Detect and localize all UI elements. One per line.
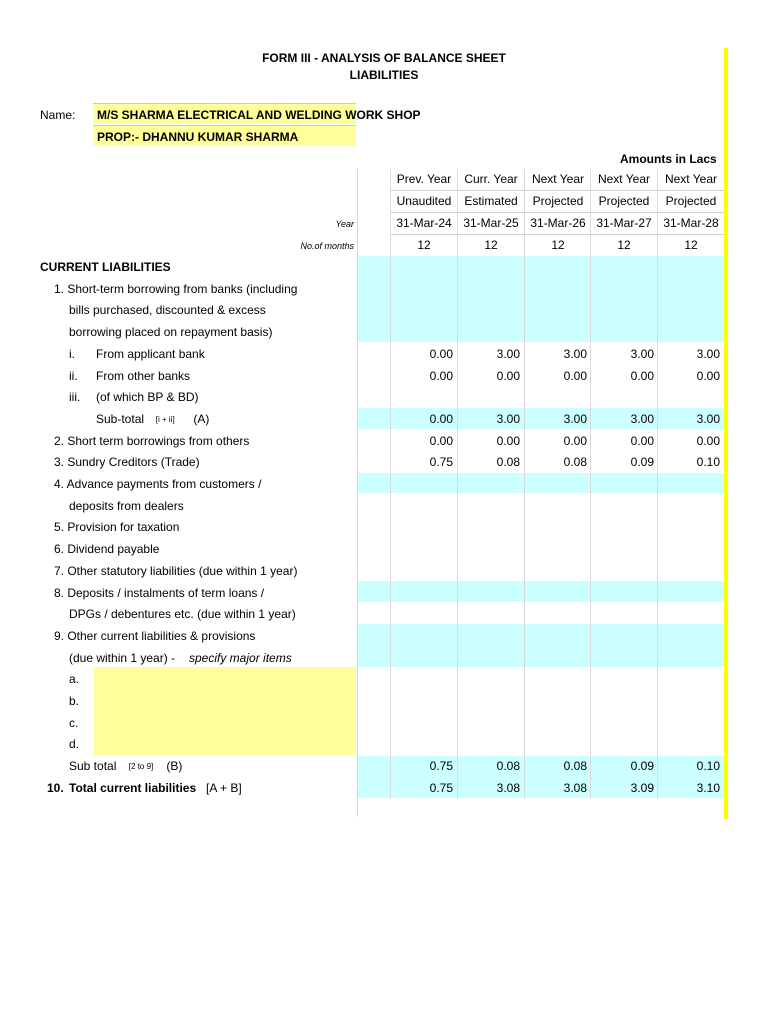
value-cell: 0.08	[563, 759, 587, 774]
value-cell: 0.00	[496, 433, 520, 448]
table-row	[0, 369, 724, 391]
value-cell: 0.00	[429, 346, 453, 361]
row-label: bills purchased, discounted & excess	[69, 303, 266, 318]
header-cell: Next Year	[590, 169, 657, 191]
row-label: 3. Sundry Creditors (Trade)	[54, 455, 200, 470]
business-name: M/S SHARMA ELECTRICAL AND WELDING WORK SHOP	[97, 108, 421, 122]
year-cell: 31-Mar-25	[457, 213, 524, 235]
table-row	[0, 434, 724, 456]
row-sublabel: From other banks	[96, 368, 191, 383]
row-label: 2. Short term borrowings from others	[54, 433, 250, 448]
months-cell: 12	[390, 235, 457, 257]
row-label: 10.	[47, 780, 64, 795]
table-row	[0, 455, 724, 477]
year-cell: 31-Mar-27	[590, 213, 657, 235]
row-label: 7. Other statutory liabilities (due within 1 year)	[54, 563, 298, 578]
header-cell: Unaudited	[390, 191, 457, 213]
table-row	[0, 759, 724, 781]
row-suffix: (B)	[166, 759, 183, 774]
row-label: 8. Deposits / instalments of term loans /	[54, 585, 265, 600]
row-label: borrowing placed on repayment basis)	[69, 325, 273, 340]
row-label: CURRENT LIABILITIES	[40, 260, 171, 274]
value-cell: 0.00	[563, 368, 587, 383]
row-label: (due within 1 year) -	[69, 650, 176, 665]
table-row	[0, 651, 724, 673]
row-label: a.	[69, 672, 80, 687]
year-cell: 31-Mar-28	[657, 213, 724, 235]
table-row	[0, 607, 724, 629]
value-cell: 3.08	[563, 780, 587, 795]
value-cell: 0.75	[429, 455, 453, 470]
value-cell: 0.00	[496, 368, 520, 383]
table-row	[0, 390, 724, 412]
value-cell: 0.08	[496, 455, 520, 470]
row-range-note: [2 to 9]	[128, 762, 154, 772]
table-row	[0, 412, 724, 434]
value-cell: 0.08	[563, 455, 587, 470]
row-label: deposits from dealers	[69, 498, 184, 513]
amounts-unit-label: Amounts in Lacs	[620, 152, 717, 166]
table-row	[0, 737, 724, 759]
value-cell: 0.00	[429, 433, 453, 448]
table-row	[0, 694, 724, 716]
name-label: Name:	[40, 108, 76, 122]
year-cell: 31-Mar-24	[390, 213, 457, 235]
row-sublabel: Total current liabilities	[69, 780, 197, 795]
row-label: 5. Provision for taxation	[54, 520, 180, 535]
value-cell: 0.00	[630, 433, 654, 448]
table-row	[0, 499, 724, 521]
value-cell: 0.00	[696, 433, 720, 448]
table-row	[0, 781, 724, 803]
value-cell: 3.10	[696, 780, 720, 795]
months-cell: 12	[524, 235, 591, 257]
header-cell: Curr. Year	[457, 169, 524, 191]
value-cell: 0.08	[496, 759, 520, 774]
value-cell: 0.10	[696, 759, 720, 774]
table-row	[0, 325, 724, 347]
table-row	[0, 303, 724, 325]
row-label: i.	[69, 346, 75, 361]
row-label: iii.	[69, 390, 81, 405]
value-cell: 3.00	[496, 346, 520, 361]
table-row	[0, 542, 724, 564]
header-cell: Projected	[524, 191, 591, 213]
value-cell: 3.00	[563, 346, 587, 361]
form-subtitle: LIABILITIES	[349, 68, 419, 82]
value-cell: 3.00	[696, 411, 720, 426]
row-label: 4. Advance payments from customers /	[54, 477, 262, 491]
row-label: Sub total	[69, 759, 117, 774]
table-row	[0, 586, 724, 608]
table-row	[0, 347, 724, 369]
value-cell: 0.00	[429, 411, 453, 426]
value-cell: 0.00	[696, 368, 720, 383]
row-range-note: [i + ii]	[155, 414, 175, 424]
row-label: DPGs / debentures etc. (due within 1 year)	[69, 607, 296, 622]
header-cell: Projected	[657, 191, 724, 213]
value-cell: 3.09	[630, 780, 654, 795]
months-cell: 12	[457, 235, 524, 257]
header-cell: Prev. Year	[390, 169, 457, 191]
proprietor-name: PROP:- DHANNU KUMAR SHARMA	[97, 130, 299, 144]
months-cell: 12	[657, 235, 724, 257]
row-suffix: [A + B]	[206, 780, 242, 795]
row-label: 9. Other current liabilities & provisions	[54, 628, 256, 643]
row-label: ii.	[69, 368, 78, 383]
value-cell: 0.09	[630, 759, 654, 774]
row-label: Sub-total	[96, 411, 145, 426]
value-cell: 3.08	[496, 780, 520, 795]
table-row	[0, 672, 724, 694]
row-label: 1. Short-term borrowing from banks (including	[54, 281, 298, 296]
row-sublabel: From applicant bank	[96, 346, 205, 361]
table-row	[0, 260, 724, 282]
form-title: FORM III - ANALYSIS OF BALANCE SHEET	[262, 51, 506, 65]
table-row	[0, 716, 724, 738]
value-cell: 0.75	[429, 759, 453, 774]
table-row	[0, 477, 724, 499]
value-cell: 3.00	[696, 346, 720, 361]
header-cell: Next Year	[657, 169, 724, 191]
value-cell: 3.00	[496, 411, 520, 426]
row-suffix: (A)	[193, 411, 210, 426]
value-cell: 3.00	[630, 411, 654, 426]
months-label: No.of months	[300, 241, 354, 251]
table-row	[0, 520, 724, 542]
months-cell: 12	[590, 235, 657, 257]
header-cell: Estimated	[457, 191, 524, 213]
value-cell: 3.00	[563, 411, 587, 426]
table-row	[0, 282, 724, 304]
row-label: 6. Dividend payable	[54, 542, 160, 557]
value-cell: 3.00	[630, 346, 654, 361]
row-note: specify major items	[189, 650, 292, 665]
value-cell: 0.09	[630, 455, 654, 470]
table-row	[0, 629, 724, 651]
row-label: d.	[69, 737, 80, 752]
value-cell: 0.10	[696, 455, 720, 470]
year-cell: 31-Mar-26	[524, 213, 591, 235]
value-cell: 0.75	[429, 780, 453, 795]
value-cell: 0.00	[429, 368, 453, 383]
row-label: c.	[69, 715, 79, 730]
row-sublabel: (of which BP & BD)	[96, 390, 199, 405]
value-cell: 0.00	[630, 368, 654, 383]
table-row	[0, 564, 724, 586]
yellow-margin-line	[724, 48, 728, 819]
year-label: Year	[335, 219, 354, 229]
row-label: b.	[69, 694, 80, 708]
value-cell: 0.00	[563, 433, 587, 448]
header-cell: Projected	[590, 191, 657, 213]
header-cell: Next Year	[524, 169, 591, 191]
